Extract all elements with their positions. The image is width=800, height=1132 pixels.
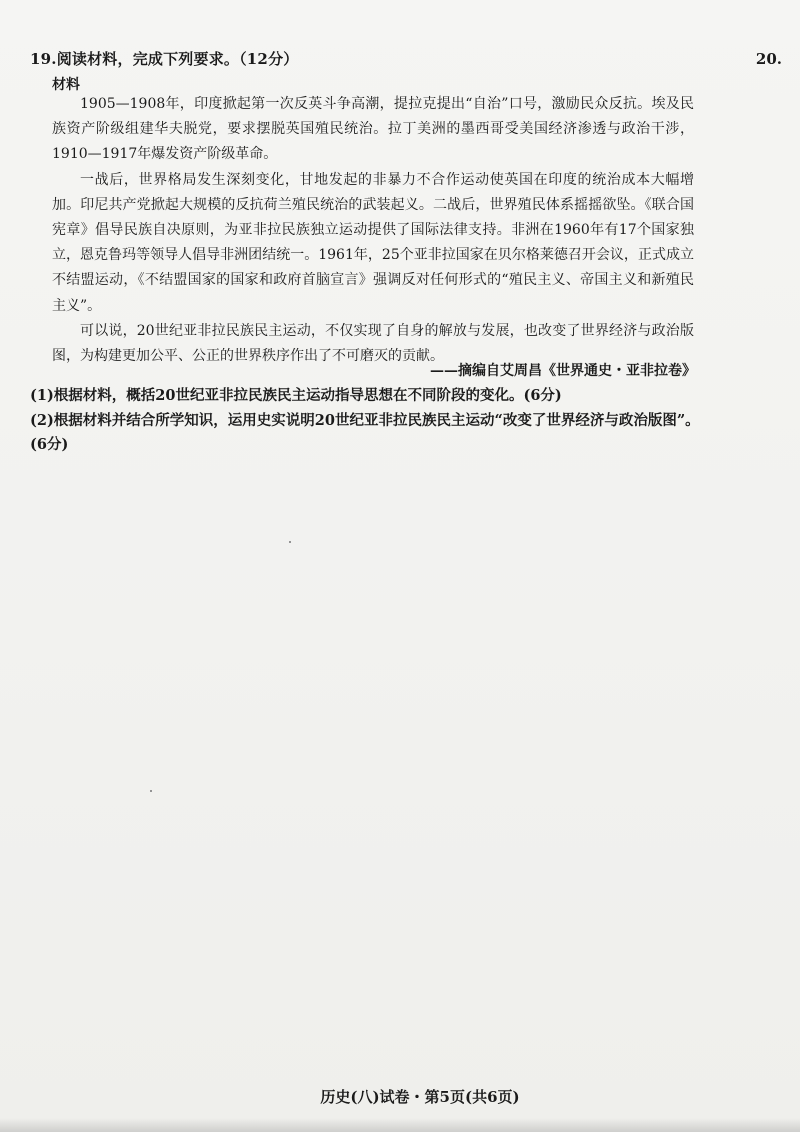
material-body <box>52 92 694 369</box>
material-source: ——摘编自艾周昌《世界通史・亚非拉卷》 <box>430 363 696 379</box>
next-question-number: 20. <box>755 50 782 68</box>
material-paragraph-1: 1905—1908年，印度掀起第一次反英斗争高潮，提拉克提出“自治”口号，激励民众反抗。埃及民族资产阶级组建华夫脱党，要求摆脱英国殖民统治。拉丁美洲的墨西哥受美国经济渗透与政治干涉，1910—1917年爆发资产阶级革命。 <box>52 96 694 163</box>
sub-question-1: (1)根据材料，概括20世纪亚非拉民族民主运动指导思想在不同阶段的变化。(6分) <box>30 387 562 404</box>
scan-speck <box>289 541 291 543</box>
question-heading: 19.阅读材料，完成下列要求。（12分） <box>30 50 299 68</box>
scan-speck <box>150 790 152 792</box>
scan-bottom-edge <box>0 1118 800 1132</box>
sub-question-2: (2)根据材料并结合所学知识，运用史实说明20世纪亚非拉民族民主运动“改变了世界经济与政治版图”。(6分) <box>30 412 700 453</box>
footer-text: 历史(八)试卷・第5页(共6页) <box>320 1088 520 1106</box>
material-paragraph-2: 一战后，世界格局发生深刻变化，甘地发起的非暴力不合作运动使英国在印度的统治成本大幅增加。印尼共产党掀起大规模的反抗荷兰殖民统治的武装起义。二战后，世界殖民体系摇摇欲坠。《联合国宪章》倡导民族自决原则，为亚非拉民族独立运动提供了国际法律支持。非洲在1960年有17个国家独立，恩克鲁玛等领导人倡导非洲团结统一。1961年，25个亚非拉国家在贝尔格莱德召开会议，正式成立不结盟运动，《不结盟国家的国家和政府首脑宣言》强调反对任何形式的“殖民主义、帝国主义和新殖民主义”。 <box>52 171 694 314</box>
material-label: 材料 <box>52 77 80 93</box>
material-paragraph-3: 可以说，20世纪亚非拉民族民主运动，不仅实现了自身的解放与发展，也改变了世界经济与政治版图，为构建更加公平、公正的世界秩序作出了不可磨灭的贡献。 <box>52 322 694 365</box>
page-footer <box>0 1086 800 1107</box>
